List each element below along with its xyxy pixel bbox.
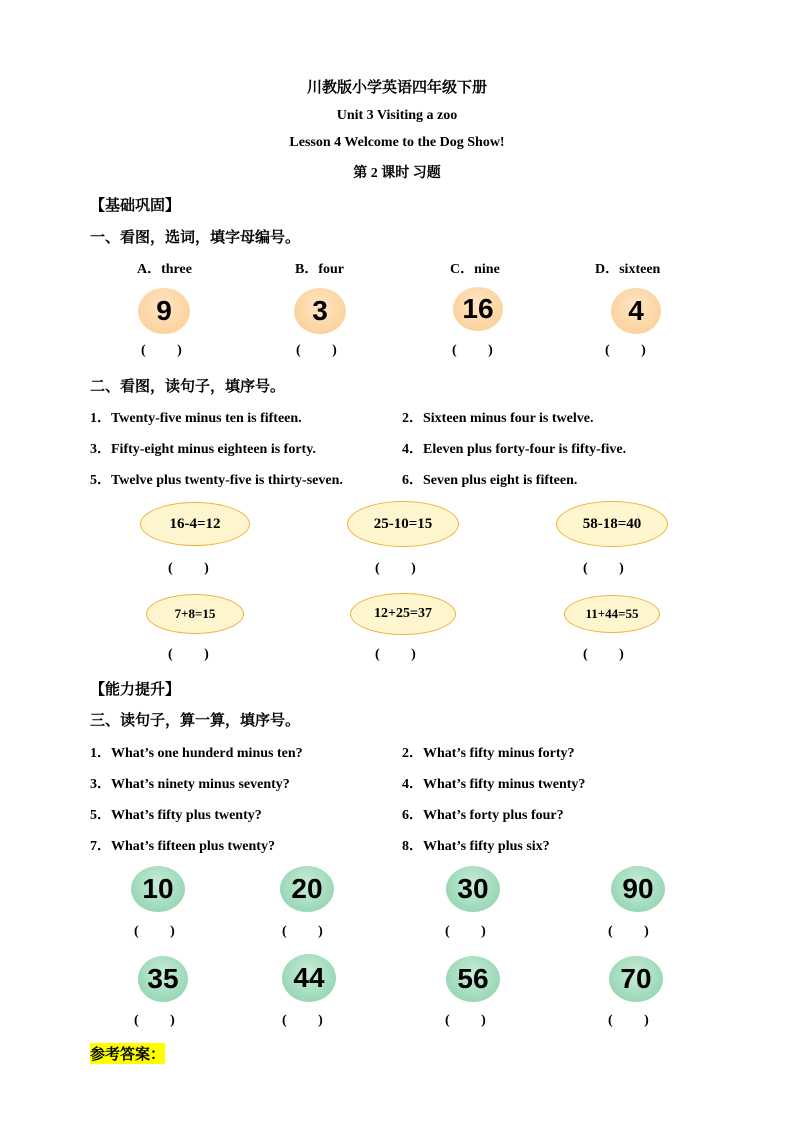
sentence-item: 5．Twelve plus twenty-five is thirty-seven. [90, 473, 343, 488]
sentence-item: 1．Twenty-five minus ten is fifteen. [90, 411, 302, 426]
answer-blank[interactable]: ( ) [168, 561, 209, 576]
question-item: 5．What’s fifty plus twenty? [90, 808, 262, 823]
question-item: 1．What’s one hunderd minus ten? [90, 746, 303, 761]
question-item: 4．What’s fifty minus twenty? [402, 777, 586, 792]
number-bubble: 35 [138, 956, 188, 1002]
number-bubble: 3 [294, 288, 346, 334]
equation-oval: 7+8=15 [146, 594, 244, 634]
answer-blank[interactable]: ( ) [605, 343, 646, 358]
number-bubble: 70 [609, 956, 663, 1002]
lesson-title: Lesson 4 Welcome to the Dog Show! [289, 135, 505, 150]
number-bubble: 56 [446, 956, 500, 1002]
unit-title: Unit 3 Visiting a zoo [336, 108, 458, 123]
number-bubble: 10 [131, 866, 185, 912]
number-bubble: 4 [611, 288, 661, 334]
option-d: D．sixteen [595, 262, 661, 277]
answer-blank[interactable]: ( ) [282, 1013, 323, 1028]
equation-oval: 58-18=40 [556, 501, 668, 547]
number-bubble: 20 [280, 866, 334, 912]
number-bubble: 30 [446, 866, 500, 912]
answer-blank[interactable]: ( ) [608, 924, 649, 939]
answer-blank[interactable]: ( ) [134, 1013, 175, 1028]
answer-blank[interactable]: ( ) [583, 561, 624, 576]
equation-oval: 12+25=37 [350, 593, 456, 635]
answer-key-label: 参考答案： [90, 1043, 165, 1064]
answer-blank[interactable]: ( ) [608, 1013, 649, 1028]
answer-blank[interactable]: ( ) [445, 924, 486, 939]
option-b: B．four [295, 262, 344, 277]
option-c: C．nine [450, 262, 500, 277]
period-title: 第 2 课时 习题 [353, 166, 441, 181]
part2-heading: 二、看图，读句子，填序号。 [90, 379, 286, 395]
equation-oval: 11+44=55 [564, 595, 660, 633]
sentence-item: 6．Seven plus eight is fifteen. [402, 473, 578, 488]
answer-blank[interactable]: ( ) [296, 343, 337, 358]
question-item: 8．What’s fifty plus six? [402, 839, 550, 854]
option-a: A．three [137, 262, 192, 277]
answer-blank[interactable]: ( ) [375, 647, 416, 662]
answer-blank[interactable]: ( ) [452, 343, 493, 358]
question-item: 2．What’s fifty minus forty? [402, 746, 575, 761]
question-item: 7．What’s fifteen plus twenty? [90, 839, 275, 854]
question-item: 6．What’s forty plus four? [402, 808, 564, 823]
answer-blank[interactable]: ( ) [445, 1013, 486, 1028]
sentence-item: 3．Fifty-eight minus eighteen is forty. [90, 442, 316, 457]
section-basic-label: 【基础巩固】 [90, 198, 181, 214]
sentence-item: 4．Eleven plus forty-four is fifty-five. [402, 442, 627, 457]
part1-heading: 一、看图，选词，填字母编号。 [90, 230, 301, 246]
answer-blank[interactable]: ( ) [375, 561, 416, 576]
number-bubble: 90 [611, 866, 665, 912]
answer-blank[interactable]: ( ) [282, 924, 323, 939]
sentence-item: 2．Sixteen minus four is twelve. [402, 411, 594, 426]
equation-oval: 16-4=12 [140, 502, 250, 546]
document-title: 川教版小学英语四年级下册 [306, 80, 487, 96]
answer-blank[interactable]: ( ) [134, 924, 175, 939]
answer-blank[interactable]: ( ) [141, 343, 182, 358]
answer-blank[interactable]: ( ) [583, 647, 624, 662]
section-improve-label: 【能力提升】 [90, 682, 181, 698]
number-bubble: 16 [453, 287, 503, 331]
number-bubble: 9 [138, 288, 190, 334]
equation-oval: 25-10=15 [347, 501, 459, 547]
number-bubble: 44 [282, 954, 336, 1002]
answer-blank[interactable]: ( ) [168, 647, 209, 662]
part3-heading: 三、读句子，算一算，填序号。 [90, 713, 301, 729]
question-item: 3．What’s ninety minus seventy? [90, 777, 290, 792]
